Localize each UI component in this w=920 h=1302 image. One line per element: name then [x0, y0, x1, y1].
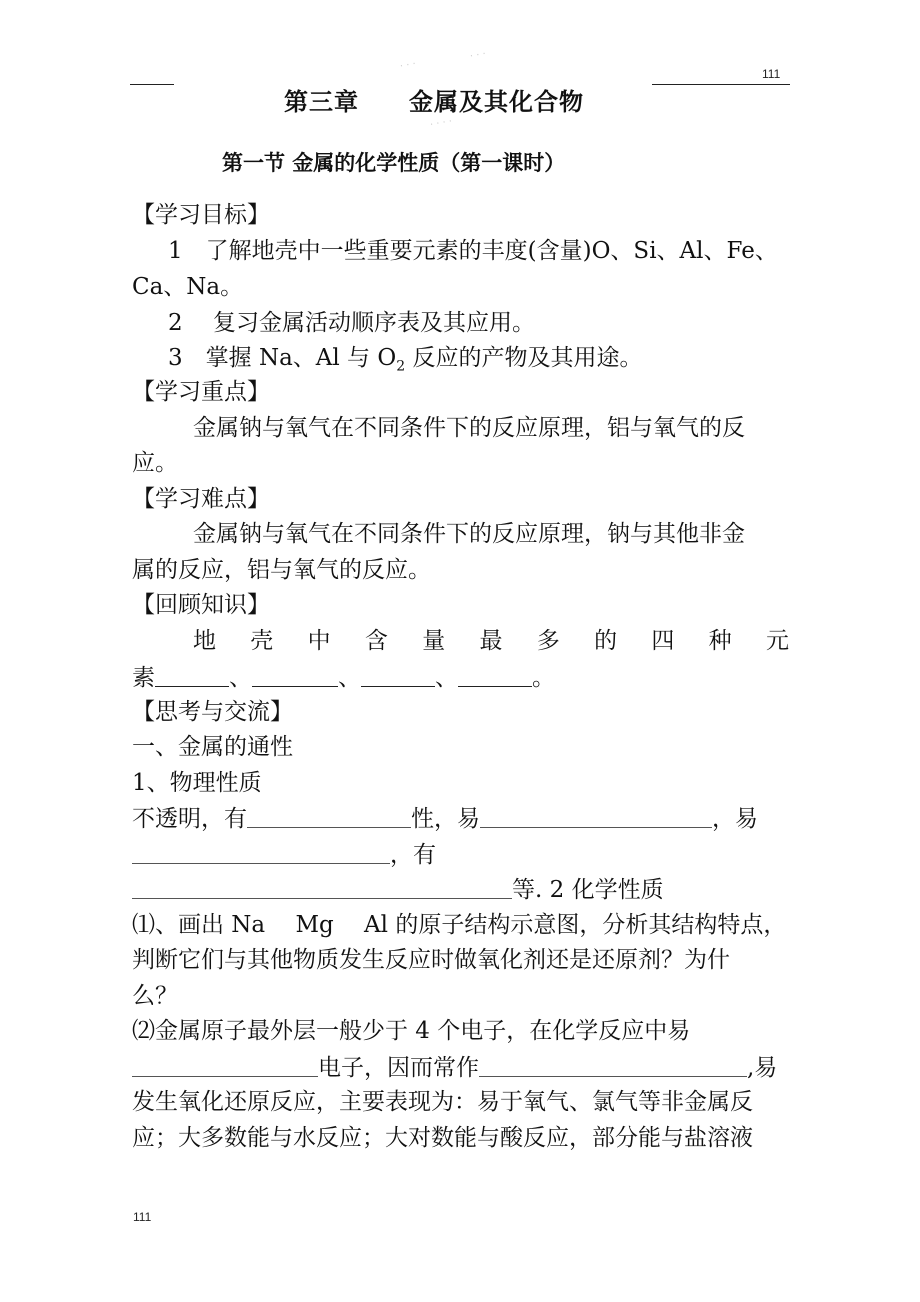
- question-2-line3: 发生氧化还原反应，主要表现为：易于氧气、氯气等非金属反: [132, 1089, 753, 1115]
- header-rule-right: [652, 84, 790, 85]
- key-points-heading: 【学习重点】: [132, 379, 270, 405]
- difficulties-heading: 【学习难点】: [132, 486, 270, 512]
- section-general-properties: 一、金属的通性: [132, 734, 293, 760]
- chapter-title: 第三章 金属及其化合物: [284, 88, 584, 116]
- separator: 、: [435, 665, 458, 691]
- objective-3: [168, 347, 642, 374]
- difficulties-line2: 属的反应，铝与氧气的反应。: [132, 557, 431, 583]
- objective-1-line1: 1 了解地壳中一些重要元素的丰度(含量)O、Si、Al、Fe、: [168, 238, 778, 264]
- p2-a: ，有: [390, 842, 436, 868]
- question-1-line1: ⑴、画出 Na Mg Al 的原子结构示意图，分析其结构特点，: [132, 912, 787, 938]
- blank-ductile[interactable]: [132, 843, 390, 864]
- objective-3-pre: 3 掌握 Na、Al 与 O: [168, 345, 397, 371]
- review-char: 中: [307, 628, 331, 654]
- review-line1: [193, 630, 789, 653]
- review-char: 元: [765, 628, 789, 654]
- objective-2: 2 复习金属活动顺序表及其应用。: [168, 310, 535, 336]
- discussion-heading: 【思考与交流】: [132, 699, 293, 725]
- page-number-bottom: 111: [133, 1210, 152, 1224]
- review-char: 四: [651, 628, 675, 654]
- blank-conduct[interactable]: [480, 807, 712, 828]
- physical-properties-line2: [132, 843, 436, 867]
- review-char: 种: [708, 628, 732, 654]
- review-char: 壳: [250, 628, 274, 654]
- question-2-line4: 应；大多数能与水反应；大对数能与酸反应，部分能与盐溶液: [132, 1125, 753, 1151]
- objective-1-line2: Ca、Na。: [132, 274, 244, 300]
- separator: 、: [229, 665, 252, 691]
- physical-properties-line1: [132, 807, 758, 831]
- p1-a: 不透明，有: [132, 806, 247, 832]
- objective-3-post: 反应的产物及其用途。: [405, 345, 643, 371]
- element-blank-2[interactable]: [252, 666, 338, 687]
- review-char: 地: [193, 628, 216, 654]
- watermark: · · · ·: [429, 116, 454, 131]
- blank-electron[interactable]: [132, 1056, 318, 1077]
- key-points-line1: 金属钠与氧气在不同条件下的反应原理，铝与氧气的反: [193, 415, 745, 441]
- p3-a: 等. 2 化学性质: [512, 877, 664, 903]
- question-1-line3: 么？: [132, 983, 178, 1009]
- element-blank-1[interactable]: [155, 666, 229, 687]
- question-2-line2: [132, 1056, 777, 1080]
- blank-luster[interactable]: [247, 807, 411, 828]
- blank-other[interactable]: [132, 878, 512, 899]
- review-char: 含: [364, 628, 388, 654]
- header-rule-left: [130, 84, 174, 85]
- blank-reductant[interactable]: [479, 1056, 747, 1077]
- q2-line2-b: ,易: [747, 1055, 778, 1081]
- sub-physical-properties: 1、物理性质: [132, 770, 262, 796]
- difficulties-line1: 金属钠与氧气在不同条件下的反应原理，钠与其他非金: [193, 521, 745, 547]
- review-heading: 【回顾知识】: [132, 592, 270, 618]
- page-number-top: 111: [762, 67, 781, 81]
- question-1-line2: 判断它们与其他物质发生反应时做氧化剂还是还原剂？为什: [132, 947, 730, 973]
- end-mark: 。: [532, 665, 555, 691]
- p1-c: ，易: [712, 806, 758, 832]
- section-title: 第一节 金属的化学性质（第一课时）: [222, 151, 566, 175]
- objectives-heading: 【学习目标】: [132, 202, 270, 228]
- review-char: 最: [479, 628, 503, 654]
- review-char: 多: [536, 628, 560, 654]
- key-points-line2: 应。: [132, 450, 178, 476]
- objective-3-subscript: 2: [396, 358, 406, 375]
- p1-b: 性，易: [411, 806, 480, 832]
- element-blank-4[interactable]: [458, 666, 532, 687]
- review-char: 的: [594, 628, 618, 654]
- watermark: · · ·: [469, 48, 487, 63]
- separator: 、: [338, 665, 361, 691]
- review-line2: [132, 666, 555, 690]
- watermark: · · ·: [399, 58, 417, 73]
- question-2-line1: ⑵金属原子最外层一般少于 4 个电子，在化学反应中易: [132, 1018, 691, 1044]
- q2-line2-a: 电子，因而常作: [318, 1055, 479, 1081]
- element-blank-3[interactable]: [361, 666, 435, 687]
- physical-properties-line3: [132, 878, 664, 902]
- review-char: 量: [422, 628, 446, 654]
- review-line2-start: 素: [132, 665, 155, 691]
